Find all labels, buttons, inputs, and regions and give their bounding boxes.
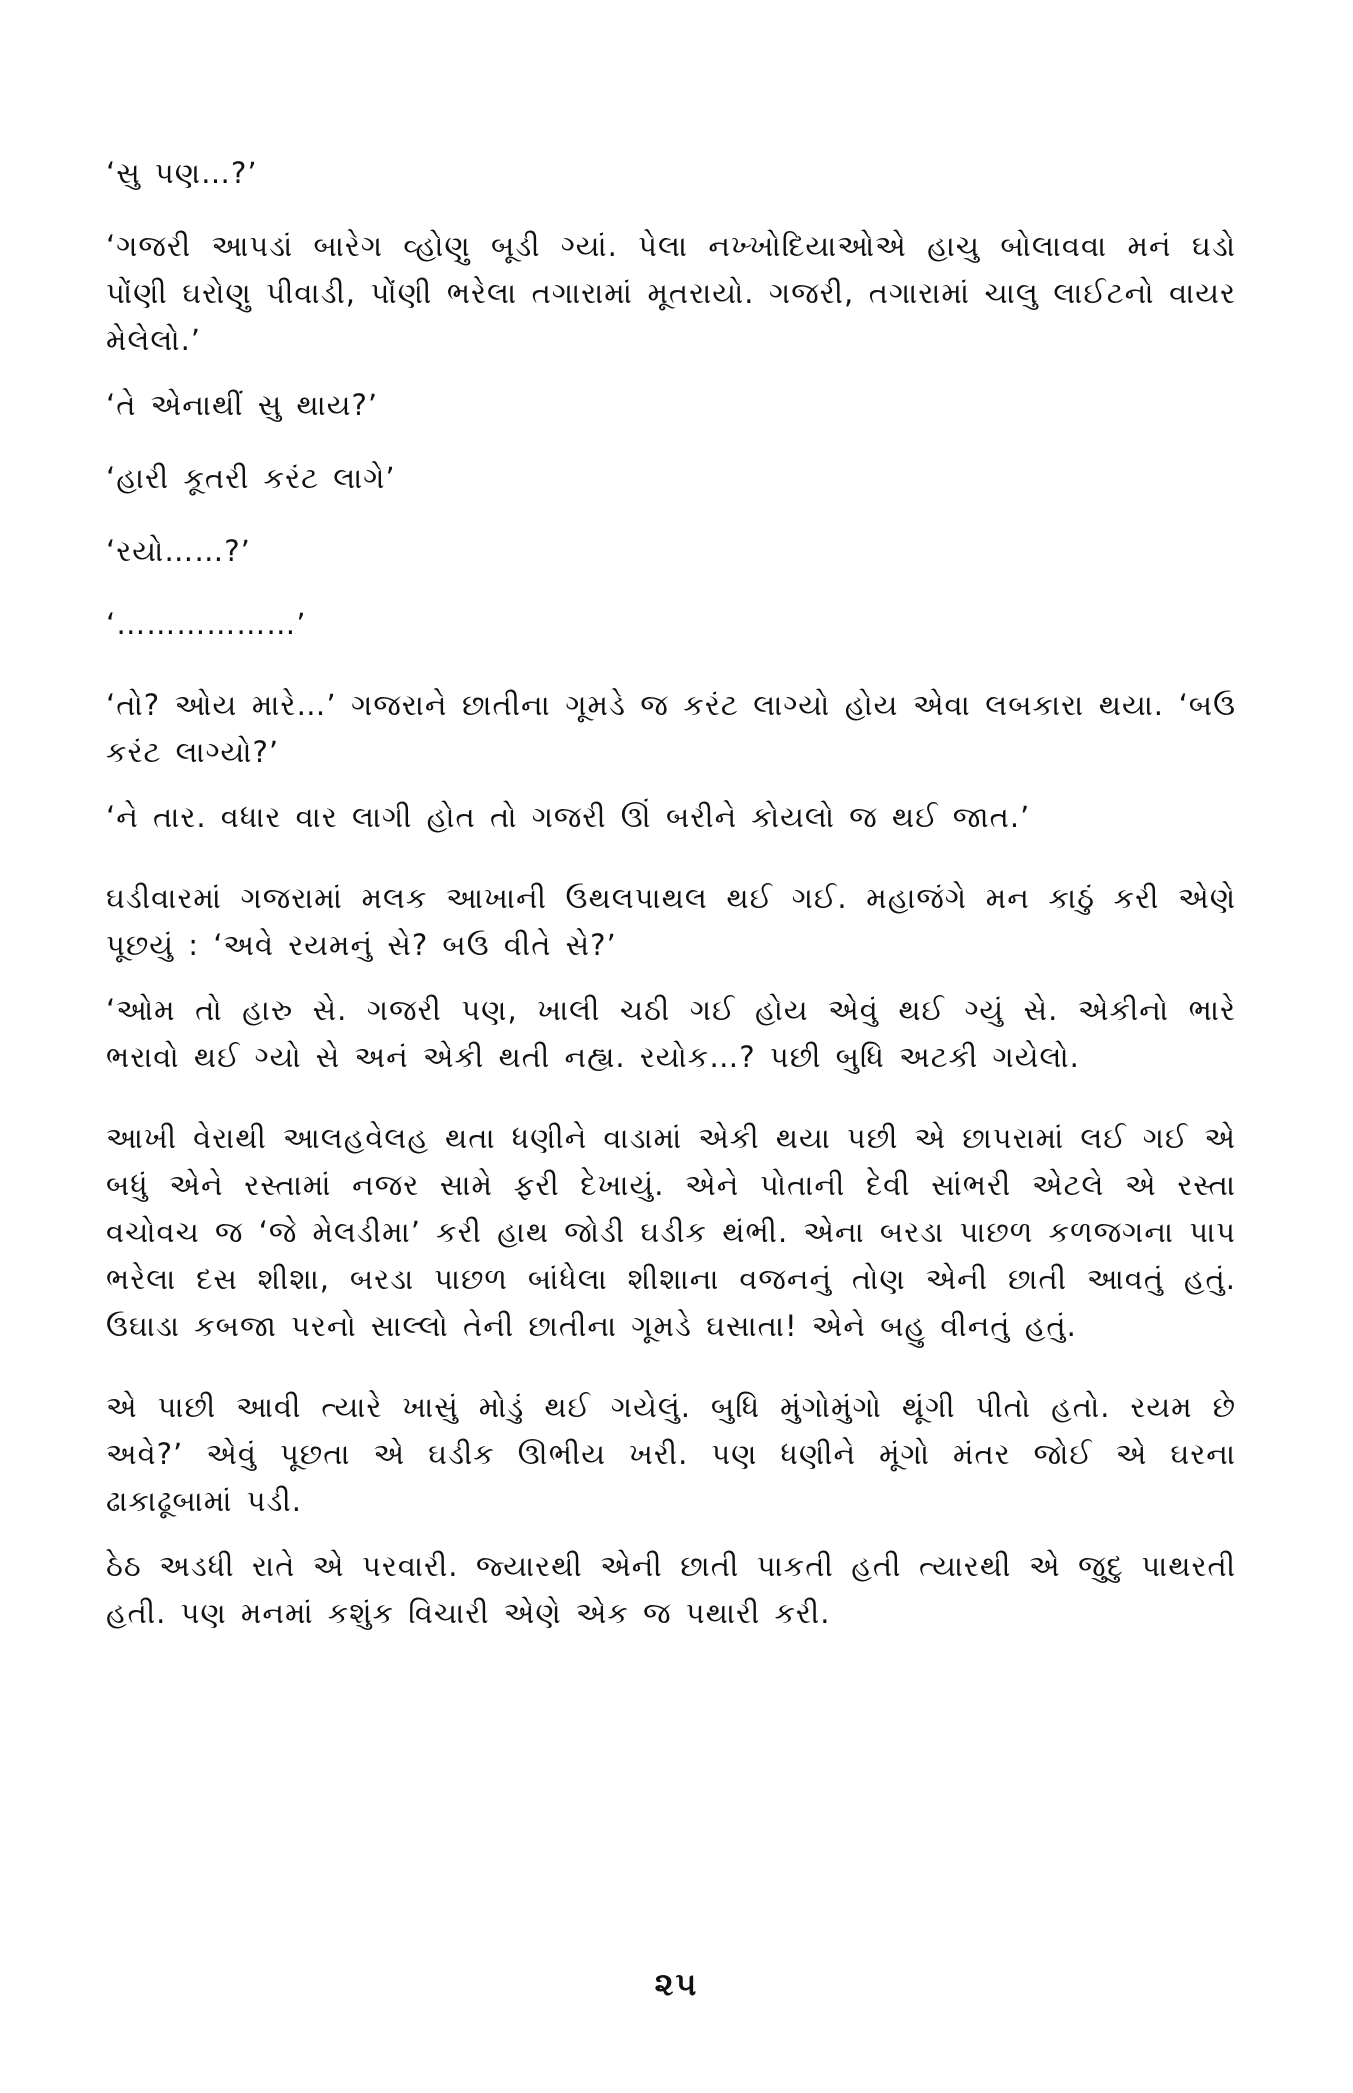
paragraph-4: ‘હારી કૂતરી કરંટ લાગે’ bbox=[106, 461, 396, 495]
paragraph-6: ‘………………’ bbox=[106, 607, 307, 641]
paragraph-9: ઘડીવારમાં ગજરામાં મલક આખાની ઉથલપાથલ થઈ ગઈ. મહાજંગે મન કાઠું કરી એણે પૂછયું : ‘અવે રયમનું સે? બઉ વીતે સે?’ bbox=[106, 881, 1236, 962]
paragraph-2: ‘ગજરી આપડાં બારેગ વ્હોણુ બૂડી ગ્યાં. પેલા નખ્ખોદિયાઓએ હાચુ બોલાવવા મનં ઘડો પોંણી ઘરોણુ પીવાડી, પોંણી ભરેલા તગારામાં મૂતરાયો. ગજરી, તગારામાં ચાલુ લાઈટનો વાયર મેલેલો.’ bbox=[106, 229, 1236, 357]
paragraph-7: ‘તો? ઓય મારે…’ ગજરાને છાતીના ગૂમડે જ કરંટ લાગ્યો હોય એવા લબકારા થયા. ‘બઉ કરંટ લાગ્યો?’ bbox=[106, 688, 1236, 769]
paragraph-3: ‘તે એનાથીં સુ થાય?’ bbox=[106, 388, 379, 422]
paragraph-5: ‘રયો……?’ bbox=[106, 534, 251, 568]
paragraph-10: ‘ઓમ તો હારુ સે. ગજરી પણ, ખાલી ચઠી ગઈ હોય એવું થઈ ગ્યું સે. એકીનો ભારે ભરાવો થઈ ગ્યો સે અનં એકી થતી નહ્ય. રયોક…? પછી બુધિ અટકી ગયેલો. bbox=[106, 993, 1236, 1074]
body-text bbox=[106, 150, 1236, 1655]
paragraph-1: ‘સુ પણ…?’ bbox=[106, 156, 258, 190]
paragraph-13: ઠેઠ અડધી રાતે એ પરવારી. જ્યારથી એની છાતી પાકતી હતી ત્યારથી એ જુદુ પાથરતી હતી. પણ મનમાં કશુંક વિચારી એણે એક જ પથારી કરી. bbox=[106, 1549, 1236, 1630]
page-number: ૨૫ bbox=[654, 1965, 699, 2003]
paragraph-12: એ પાછી આવી ત્યારે ખાસું મોડું થઈ ગયેલું. બુધિ મુંગોમુંગો થૂંગી પીતો હતો. રયમ છે અવે?’ એવું પૂછતા એ ઘડીક ઊભીય ખરી. પણ ધણીને મૂંગો મંતર જોઈ એ ઘરના ઢાકાઢૂબામાં પડી. bbox=[106, 1390, 1236, 1518]
paragraph-11: આખી વેરાથી આલહવેલહ થતા ધણીને વાડામાં એકી થયા પછી એ છાપરામાં લઈ ગઈ એ બધું એને રસ્તામાં નજર સામે ફરી દેખાયું. એને પોતાની દેવી સાંભરી એટલે એ રસ્તા વચોવચ જ ‘જે મેલડીમા’ કરી હાથ જોડી ઘડીક થંભી. એના બરડા પાછળ કળજગના પાપ ભરેલા દસ શીશા, બરડા પાછળ બાંધેલા શીશાના વજનનું તોણ એની છાતી આવતું હતું. ઉઘાડા કબજા પરનો સાલ્લો તેની છાતીના ગૂમડે ઘસાતા! એને બહુ વીનતું હતું. bbox=[106, 1121, 1236, 1343]
paragraph-8: ‘ને તાર. વધાર વાર લાગી હોત તો ગજરી ઊં બરીને કોયલો જ થઈ જાત.’ bbox=[106, 800, 1031, 834]
